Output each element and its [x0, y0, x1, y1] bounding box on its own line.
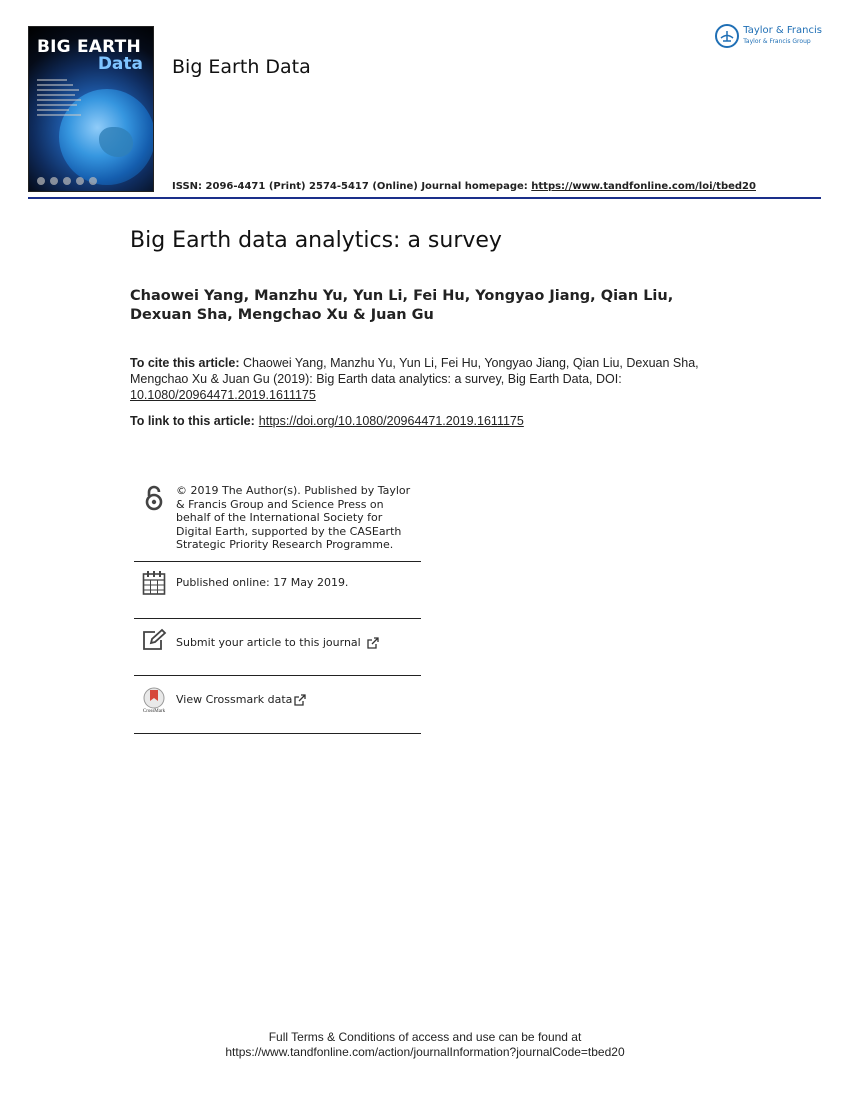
cite-text: Chaowei Yang, Manzhu Yu, Yun Li, Fei Hu, Yongyao Jiang, Qian Liu, Dexuan Sha, Mengchao Xu & Juan Gu (2019): Big Earth data analytics: a survey, Big Earth Data, DOI:: [130, 356, 699, 386]
cite-label: To cite this article:: [130, 356, 240, 370]
journal-name: Big Earth Data: [172, 56, 311, 78]
link-label: To link to this article:: [130, 414, 255, 428]
submit-box[interactable]: [134, 626, 421, 654]
info-divider: [134, 618, 421, 619]
header-divider: [28, 197, 821, 199]
info-divider: [134, 675, 421, 676]
cover-title-line1: BIG EARTH: [37, 37, 141, 57]
published-date: Published online: 17 May 2019.: [176, 576, 349, 589]
crossmark-label: View Crossmark data: [176, 693, 293, 706]
submit-article-link[interactable]: [176, 626, 379, 650]
publisher-logo[interactable]: [715, 24, 822, 48]
citation-block: [130, 355, 730, 403]
footer-line1: Full Terms & Conditions of access and use can be found at: [268, 1030, 582, 1044]
info-divider: [134, 561, 421, 562]
crossmark-box[interactable]: [134, 685, 421, 717]
license-text: © 2019 The Author(s). Published by Taylor & Francis Group and Science Press on behalf of the International Society for Digital Earth, supported by the CASEarth Strategic Priority Research Programme.: [176, 484, 411, 551]
submit-label: Submit your article to this journal: [176, 636, 361, 649]
cite-doi-link[interactable]: 10.1080/20964471.2019.1611175: [130, 388, 316, 402]
cover-text-lines: [37, 79, 81, 119]
publisher-name: Taylor & Francis: [743, 25, 822, 36]
edit-icon: [140, 626, 168, 654]
journal-cover-image: [28, 26, 154, 192]
crossmark-link[interactable]: [176, 685, 306, 707]
article-authors: Chaowei Yang, Manzhu Yu, Yun Li, Fei Hu, Yongyao Jiang, Qian Liu, Dexuan Sha, Mengchao Xu & Juan Gu: [130, 288, 674, 323]
terms-footer: [0, 1030, 850, 1060]
external-link-icon: [294, 694, 306, 706]
issn-text: ISSN: 2096-4471 (Print) 2574-5417 (Online) Journal homepage:: [172, 181, 532, 192]
taylor-francis-logo-icon: [715, 24, 739, 48]
footer-terms-link[interactable]: https://www.tandfonline.com/action/journalInformation?journalCode=tbed20: [225, 1045, 625, 1059]
journal-homepage-link[interactable]: https://www.tandfonline.com/loi/tbed20: [531, 181, 756, 192]
calendar-icon: [140, 569, 168, 597]
article-title: Big Earth data analytics: a survey: [130, 228, 502, 253]
published-box: [134, 569, 421, 597]
article-link-line: [130, 414, 524, 428]
info-divider: [134, 733, 421, 734]
external-link-icon: [367, 637, 379, 649]
open-access-icon: [140, 484, 168, 512]
cover-footer-logos: [37, 177, 145, 185]
cover-title-line2: Data: [97, 54, 143, 74]
crossmark-icon-label: CrossMark: [142, 709, 166, 714]
issn-line: [172, 181, 756, 192]
crossmark-icon: [140, 685, 168, 717]
license-box: [134, 484, 421, 552]
publisher-group: Taylor & Francis Group: [743, 38, 811, 45]
article-doi-link[interactable]: https://doi.org/10.1080/20964471.2019.1611175: [258, 414, 524, 428]
